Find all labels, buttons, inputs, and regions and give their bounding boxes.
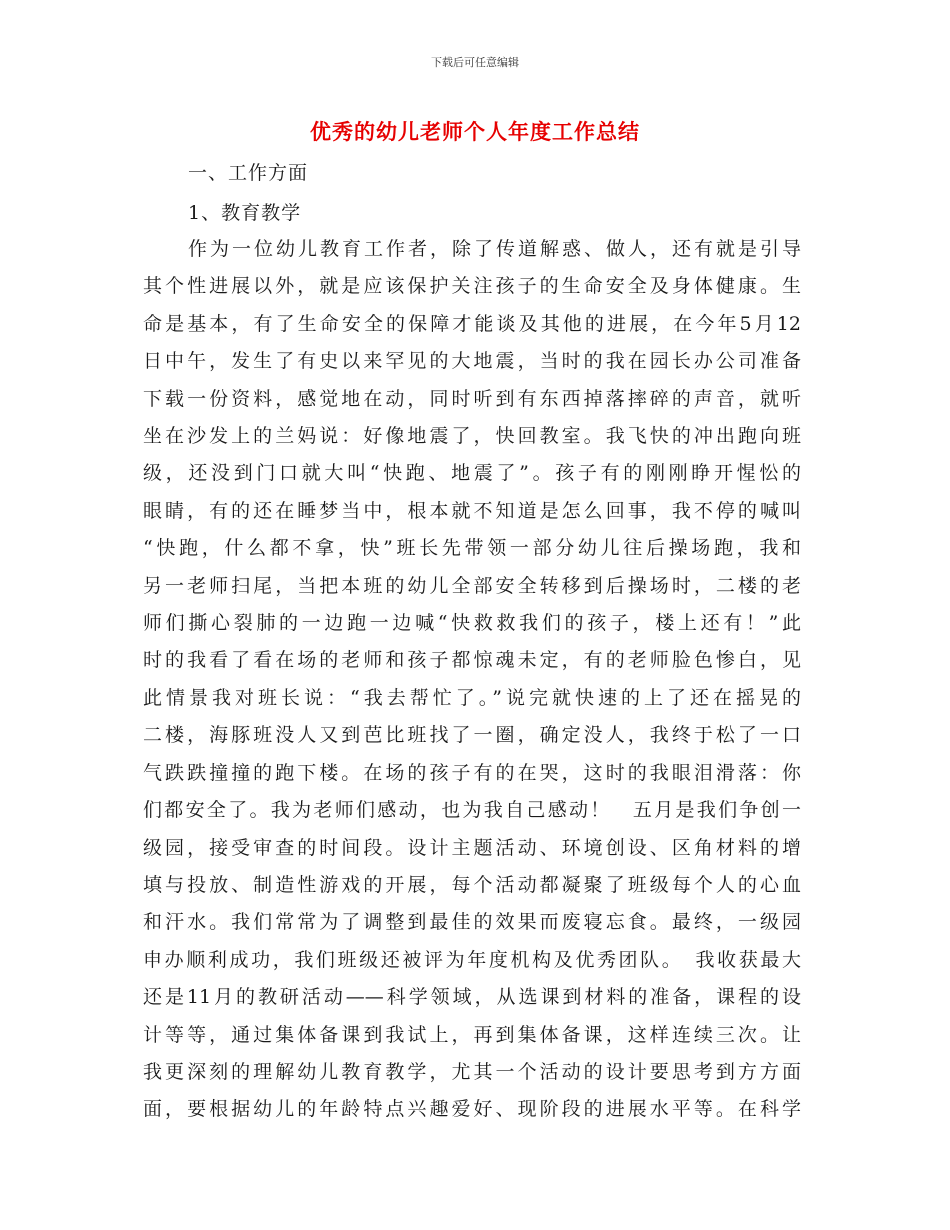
body-line: 和汗水。我们常常为了调整到最佳的效果而废寝忘食。最终，一级园 xyxy=(143,911,801,934)
body-line: 另一老师扫尾，当把本班的幼儿全部安全转移到后操场时，二楼的老 xyxy=(143,574,801,597)
body-line: 级园，接受审查的时间段。设计主题活动、环境创设、区角材料的增 xyxy=(143,836,801,859)
body-line: 日中午，发生了有史以来罕见的大地震，当时的我在园长办公司准备 xyxy=(143,350,801,373)
section-heading: 一、工作方面 xyxy=(188,162,309,184)
body-line: 命是基本，有了生命安全的保障才能谈及其他的进展，在今年5月12 xyxy=(143,312,801,335)
body-line: 眼睛，有的还在睡梦当中，根本就不知道是怎么回事，我不停的喊叫 xyxy=(143,499,801,522)
body-line: 师们撕心裂肺的一边跑一边喊“快救救我们的孩子，楼上还有！”此 xyxy=(143,612,801,635)
header-note: 下载后可任意编辑 xyxy=(431,56,519,69)
body-line: 面，要根据幼儿的年龄特点兴趣爱好、现阶段的进展水平等。在科学 xyxy=(143,1098,801,1121)
body-line: 时的我看了看在场的老师和孩子都惊魂未定，有的老师脸色惨白，见 xyxy=(143,649,801,672)
body-line: 级，还没到门口就大叫“快跑、地震了”。孩子有的刚刚睁开惺忪的 xyxy=(143,462,801,485)
subsection-heading: 1、教育教学 xyxy=(188,202,302,224)
body-line: “快跑，什么都不拿，快”班长先带领一部分幼儿往后操场跑，我和 xyxy=(143,537,801,560)
body-line: 申办顺利成功，我们班级还被评为年度机构及优秀团队。 我收获最大 xyxy=(143,948,801,971)
body-line: 还是11月的教研活动——科学领域，从选课到材料的准备，课程的设 xyxy=(143,986,801,1009)
body-line: 我更深刻的理解幼儿教育教学，尤其一个活动的设计要思考到方方面 xyxy=(143,1060,801,1083)
body-line: 们都安全了。我为老师们感动，也为我自己感动！ 五月是我们争创一 xyxy=(143,799,801,822)
body-paragraph xyxy=(143,231,801,1129)
document-title: 优秀的幼儿老师个人年度工作总结 xyxy=(310,119,640,144)
body-line: 作为一位幼儿教育工作者，除了传道解惑、做人，还有就是引导 xyxy=(188,238,801,260)
body-line: 二楼，海豚班没人又到芭比班找了一圈，确定没人，我终于松了一口 xyxy=(143,724,801,747)
body-line: 下载一份资料，感觉地在动，同时听到有东西掉落摔碎的声音，就听 xyxy=(143,387,801,410)
body-line: 填与投放、制造性游戏的开展，每个活动都凝聚了班级每个人的心血 xyxy=(143,873,801,896)
body-line: 此情景我对班长说：“我去帮忙了。”说完就快速的上了还在摇晃的 xyxy=(143,686,801,709)
body-line: 气跌跌撞撞的跑下楼。在场的孩子有的在哭，这时的我眼泪滑落：你 xyxy=(143,761,801,784)
body-line: 其个性进展以外，就是应该保护关注孩子的生命安全及身体健康。生 xyxy=(143,275,801,298)
body-line: 计等等，通过集体备课到我试上，再到集体备课，这样连续三次。让 xyxy=(143,1023,801,1046)
body-line: 坐在沙发上的兰妈说：好像地震了，快回教室。我飞快的冲出跑向班 xyxy=(143,425,801,448)
